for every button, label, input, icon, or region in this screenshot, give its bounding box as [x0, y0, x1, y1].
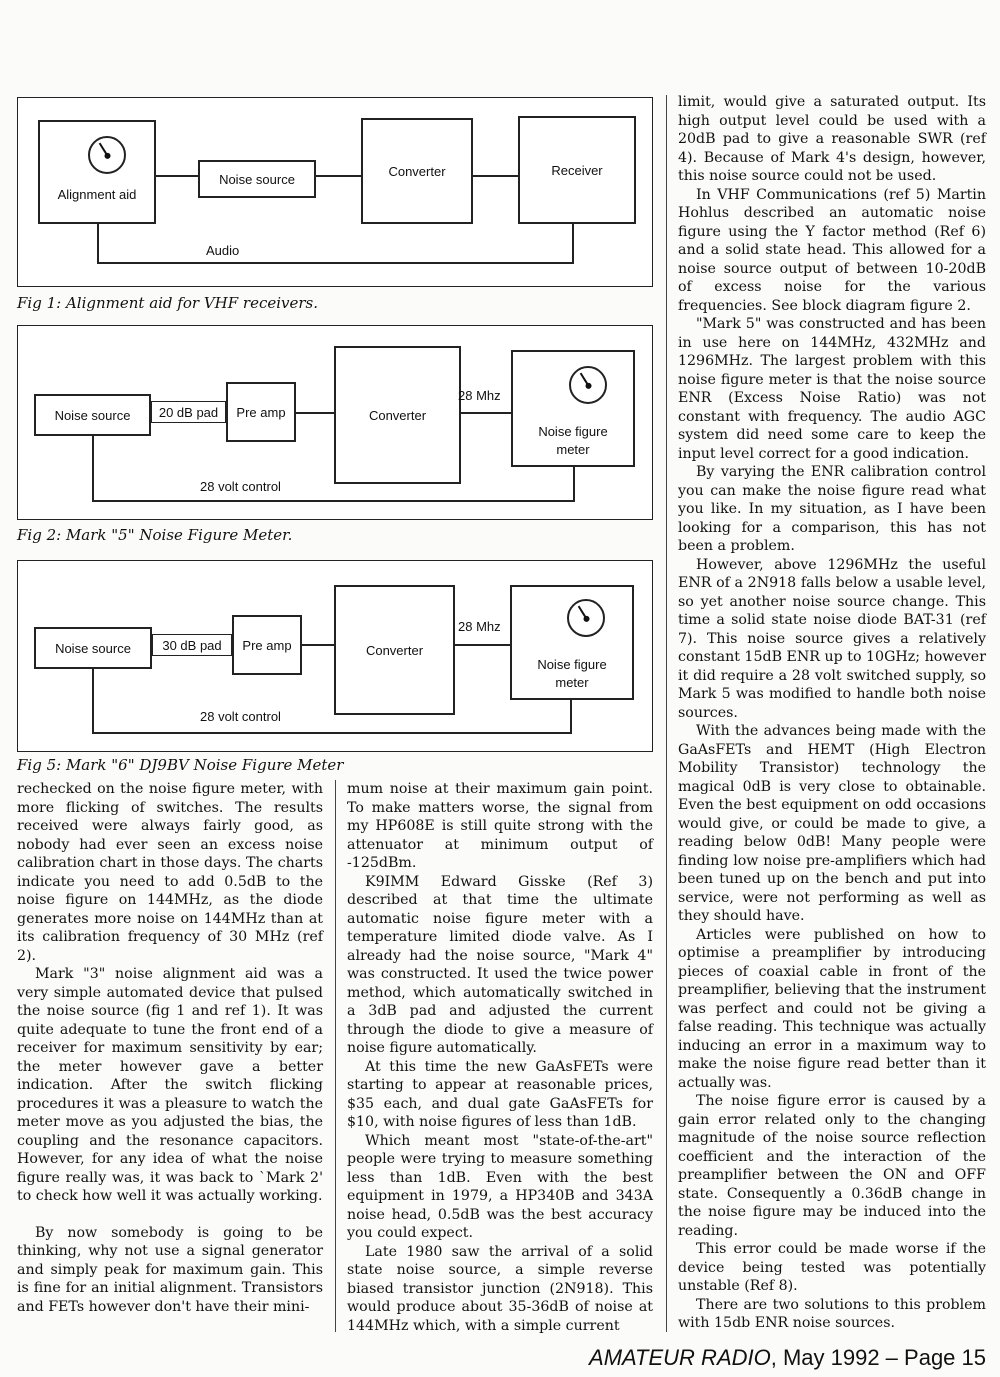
preamp-label: Pre amp: [242, 637, 292, 653]
paragraph: By now somebody is going to be thinking, why not use a signal generator and simply peak for maximum gain. This is fine for an initial alignment. Transistors and FETs however don't have their mini-: [17, 1224, 323, 1315]
paragraph: The noise figure error is caused by a gain error related only to the changing magnitude of the noise source reflection coefficient and the interaction of the preamplifier between the ON and OFF state. Consequently a 0.36dB change in the noise figure may be induced into the reading.: [678, 1093, 986, 1239]
noise-figure-meter-block: [510, 585, 634, 700]
paragraph: With the advances being made with the GaAsFETs and HEMT (High Electron Mobility Transistor) technology the magical 0dB is very close to obtainable. Even the best equipment on odd occasions would give, or could be made to give, a reading below 0dB! Many people were finding low noise pre-amplifiers which had been tuned up on the bench and put into service, were not performing as well as they should have.: [678, 723, 986, 924]
page-footer: [589, 1345, 986, 1371]
converter-block: [361, 118, 473, 224]
paragraph: However, above 1296MHz the useful ENR of a 2N918 falls below a usable level, so yet another noise source change. This time a solid state noise diode BAT-31 (ref 7). This noise source gives a relatively constant 15dB ENR up to 10GHz; however it did require a 28 volt switched supply, so Mark 5 was modified to handle both noise sources.: [678, 556, 986, 721]
paragraph: In VHF Communications (ref 5) Martin Hohlus described an automatic noise figure using the Y factor method (Ref 6) and a solid state head. This allowed for a noise source output of between 10-20dB of excess noise for the various frequencies. See block diagram figure 2.: [678, 186, 986, 314]
paragraph: There are two solutions to this problem with 15db ENR noise sources.: [678, 1296, 986, 1331]
preamp-block: [226, 382, 296, 442]
publication-name: AMATEUR RADIO: [589, 1345, 771, 1370]
noise-source-block: [34, 394, 151, 436]
noise-source-block: [198, 160, 316, 198]
issue-and-page: , May 1992 – Page 15: [770, 1345, 986, 1370]
converter-block: [334, 585, 455, 715]
preamp-block: [232, 615, 302, 675]
paragraph: This error could be made worse if the device being tested was potentially unstable (Ref 8).: [678, 1241, 986, 1294]
paragraph: Which meant most "state-of-the-art" people were trying to measure something less than 1dB. Even with the best equipment in 1979, a HP340B and 343A noise head, 0.5dB was the best accuracy you could expect.: [347, 1132, 653, 1241]
meter-dial-icon: [88, 136, 126, 174]
figure-1: [17, 97, 653, 287]
preamp-label: Pre amp: [236, 404, 286, 420]
paragraph: By varying the ENR calibration control you can make the noise figure read what you like. In my situation, as I have been looking for a comparison, this has not been a problem.: [678, 464, 986, 554]
pad-label: 20 dB pad: [158, 404, 219, 420]
noise-figure-meter-block: [511, 350, 635, 467]
paragraph: rechecked on the noise figure meter, with more flicking of switches. The results received were always fairly good, as nobody had ever seen an excess noise calibration chart in those days. The charts indicate you need to add 0.5dB to the noise figure on 144MHz, as the diode generates more noise on 144MHz than at its calibration frequency of 30 MHz (ref 2).: [17, 781, 323, 964]
figure-1-caption: Fig 1: Alignment aid for VHF receivers.: [17, 294, 319, 312]
if-frequency-label: 28 Mhz: [458, 619, 501, 634]
converter-label: Converter: [388, 163, 446, 179]
meter-label-line-1: Noise figure: [537, 657, 607, 672]
meter-dial-icon: [569, 366, 607, 404]
column-middle: [347, 780, 653, 1335]
figure-2-caption: Fig 2: Mark "5" Noise Figure Meter.: [17, 526, 293, 544]
receiver-label: Receiver: [551, 162, 603, 178]
audio-label: Audio: [206, 243, 240, 258]
paragraph: mum noise at their maximum gain point. To make matters worse, the signal from my HP608E is still quite strong with the attenuator at minimum output of -125dBm.: [347, 781, 653, 871]
column-left: [17, 780, 323, 1316]
if-frequency-label: 28 Mhz: [458, 388, 501, 403]
meter-dial-icon: [567, 599, 605, 637]
paragraph: K9IMM Edward Gisske (Ref 3) described at that time the ultimate automatic noise figure meter with a temperature limited diode valve. As I already had the noise source, "Mark 4" was constructed. It used the twice power method, which automatically switched in a 3dB pad and adjusted the current through the diode to give a measure of noise figure automatically.: [347, 873, 653, 1056]
paragraph: "Mark 5" was constructed and has been in use here on 144MHz, 432MHz and 1296MHz. The largest problem with this noise figure meter is that the noise source ENR (Excess Noise Ratio) was not constant with frequency. The audio AGC system did need some care to keep the input level correct for a good indication.: [678, 316, 986, 462]
column-rule-middle: [666, 95, 667, 1332]
figure-2: [17, 325, 653, 520]
control-label: 28 volt control: [200, 479, 281, 494]
paragraph: Late 1980 saw the arrival of a solid state noise source, a simple reverse biased transistor junction (2N918). This would produce about 35-36dB of noise at 144MHz which, with a simple current: [347, 1243, 653, 1334]
meter-label-line-2: meter: [556, 442, 590, 457]
alignment-aid-label: Alignment aid: [57, 187, 137, 202]
converter-block: [334, 346, 461, 484]
column-rule-left: [335, 780, 336, 1332]
figure-3: [17, 560, 653, 752]
noise-source-block: [34, 627, 152, 669]
converter-label: Converter: [365, 642, 424, 658]
control-label: 28 volt control: [200, 709, 281, 724]
pad-block: [151, 401, 226, 423]
column-right: [678, 93, 986, 1333]
paragraph: Articles were published on how to optimise a preamplifier by introducing pieces of coaxial cable in front of the preamplifier, believing that the instrument was perfect and could not be giving a false reading. This technique was actually inducing an error in a maximum way to make the noise figure read better than it actually was.: [678, 926, 986, 1091]
converter-label: Converter: [368, 407, 427, 423]
receiver-block: [518, 116, 636, 224]
noise-source-label: Noise source: [219, 171, 295, 187]
meter-label-line-2: meter: [555, 675, 589, 690]
noise-source-label: Noise source: [55, 640, 131, 656]
paragraph: limit, would give a saturated output. Its high output level could be used with a 20dB pad to give a reasonable SWR (ref 4). Because of Mark 4's design, however, this noise source could not be used.: [678, 94, 986, 184]
paragraph: At this time the new GaAsFETs were starting to appear at reasonable prices, $35 each, and dual gate GaAsFETs for $10, with noise figures of less than 1dB.: [347, 1058, 653, 1130]
pad-block: [152, 634, 232, 656]
pad-label: 30 dB pad: [162, 637, 222, 653]
meter-label-line-1: Noise figure: [538, 424, 608, 439]
noise-source-label: Noise source: [54, 407, 131, 423]
figure-3-caption: Fig 5: Mark "6" DJ9BV Noise Figure Meter: [17, 756, 344, 774]
paragraph: Mark "3" noise alignment aid was a very simple automated device that pulsed the noise source (fig 1 and ref 1). It was quite adequate to tune the front end of a receiver for maximum sensitivity by ear; the meter however gave a better indication. After the switch flicking procedures it was a pleasure to watch the meter move as you adjusted the bias, the coupling and the resonance capacitors. However, for any idea of what the noise figure really was, it was back to `Mark 2' to check how well it was actually working.: [17, 966, 323, 1204]
alignment-aid-block: [38, 120, 156, 224]
